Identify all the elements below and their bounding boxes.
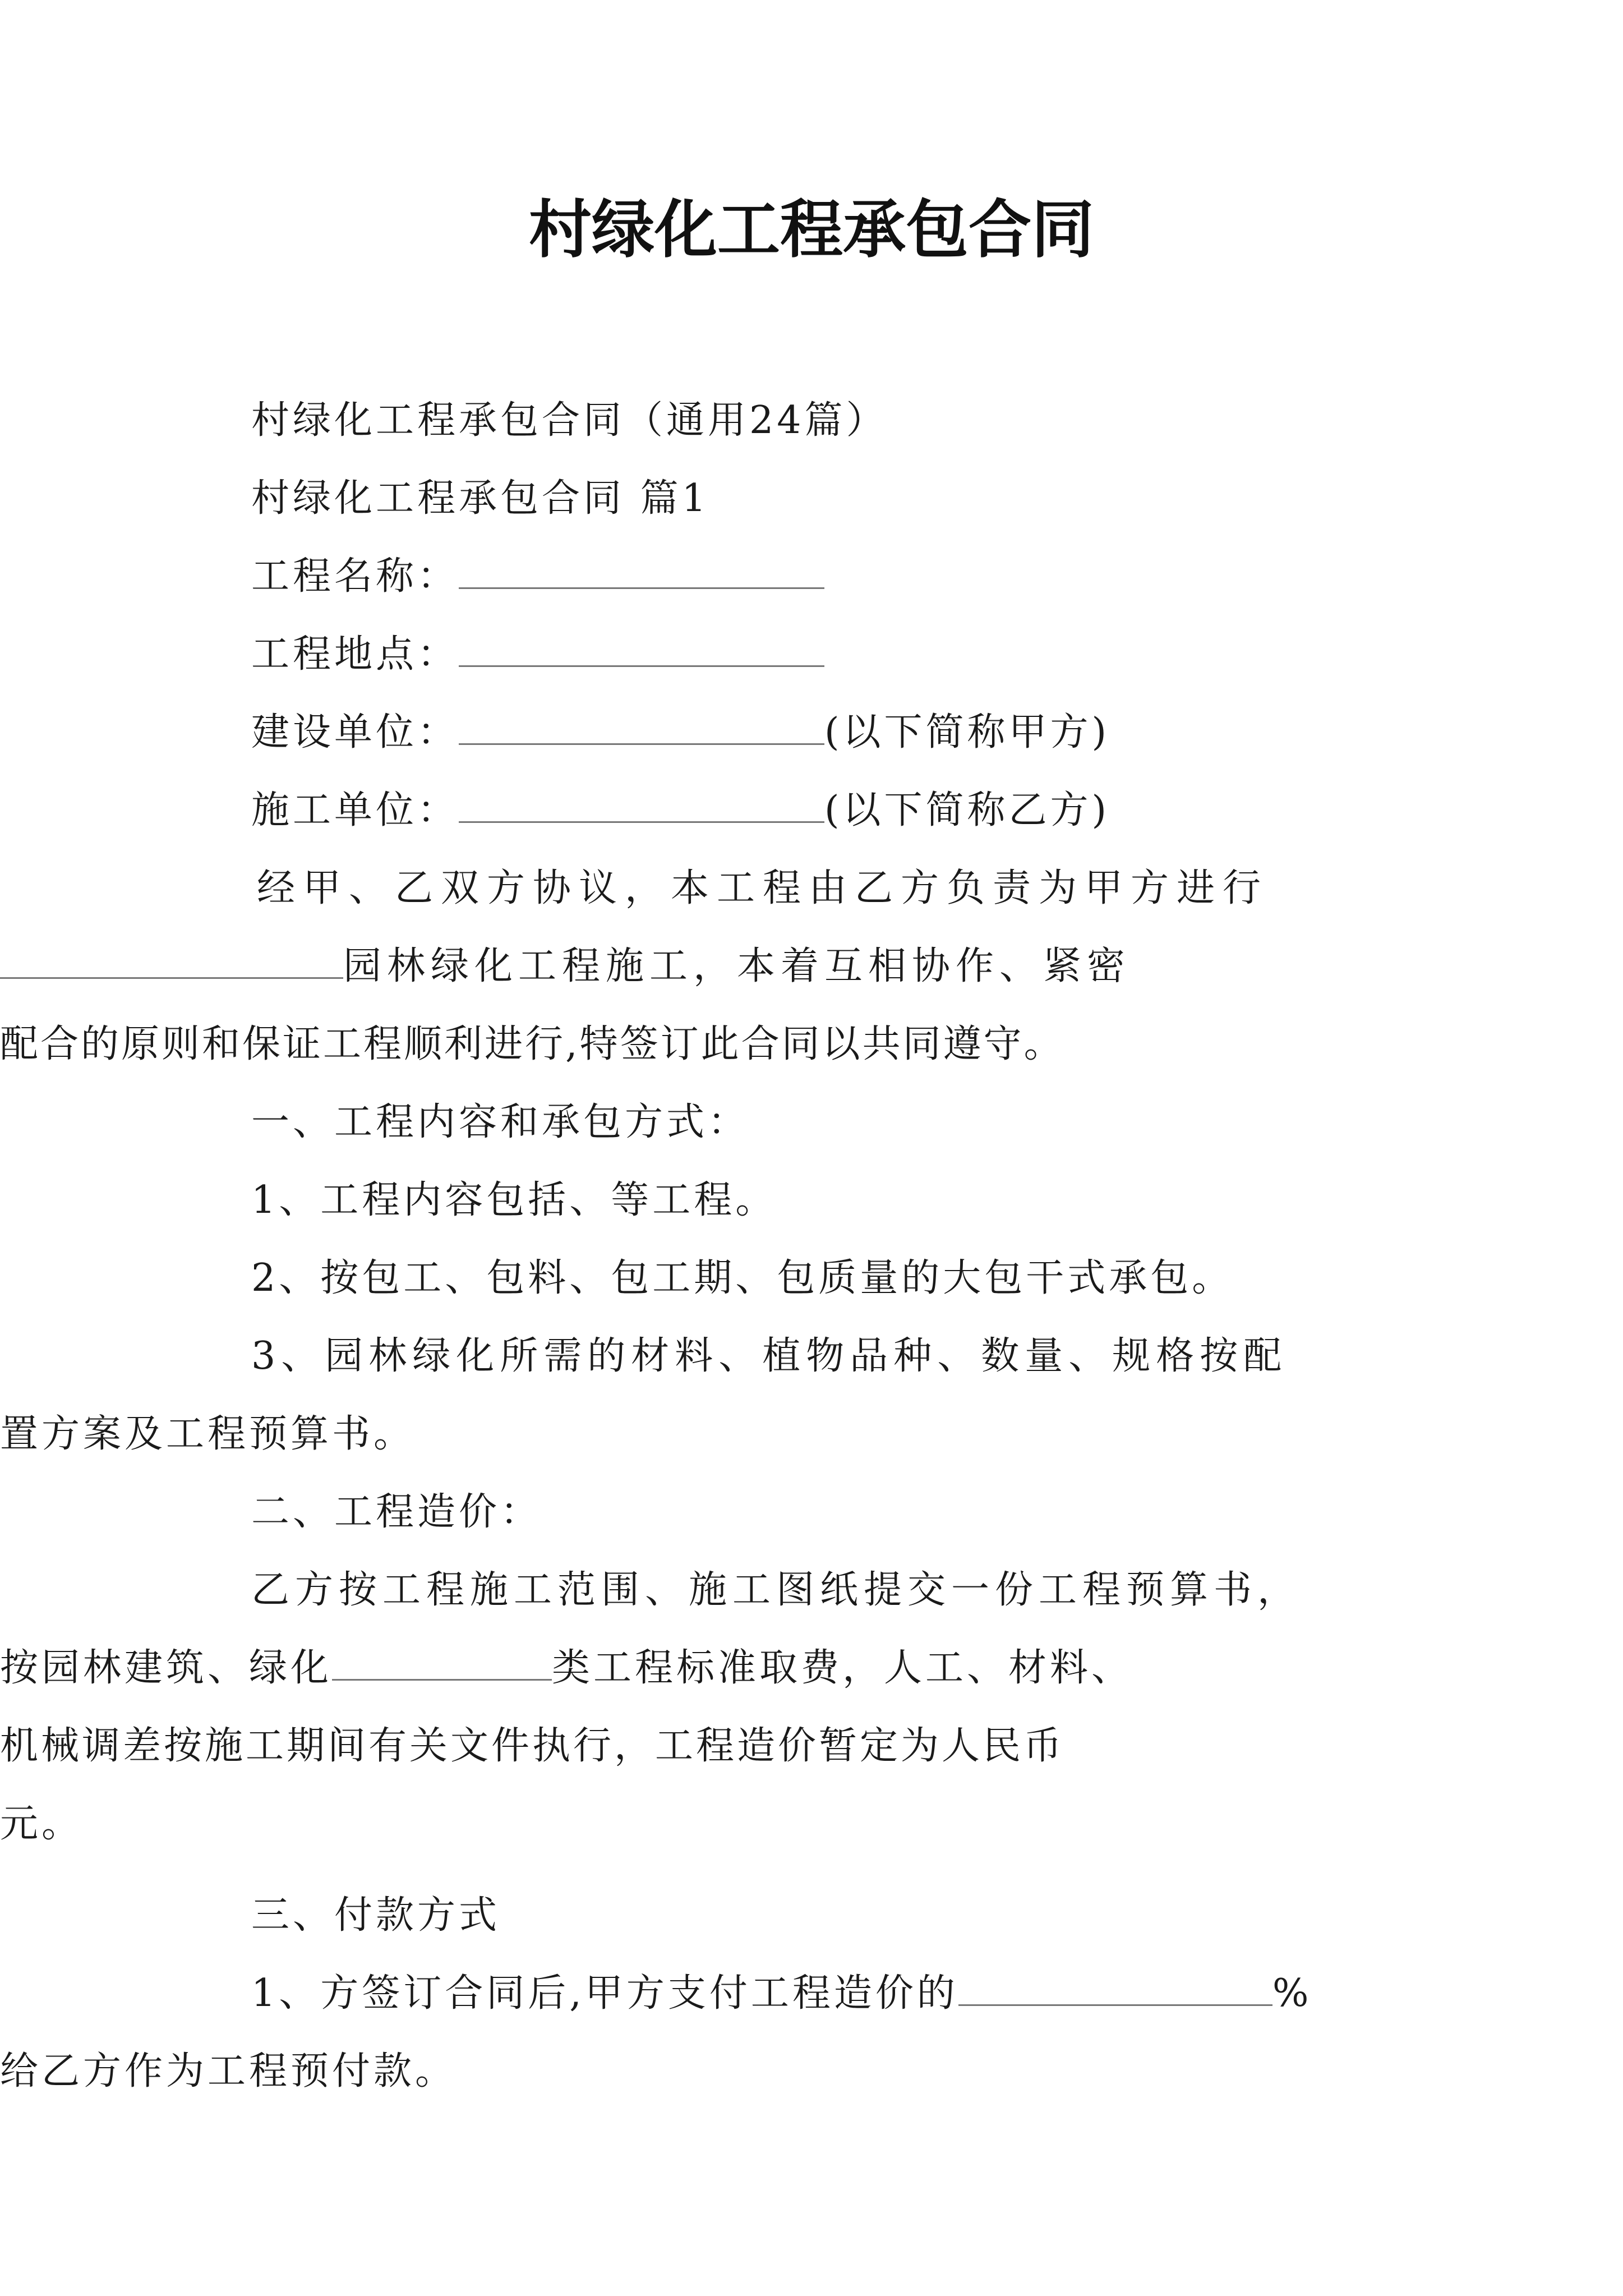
pay-line-2: 给乙方作为工程预付款。 bbox=[0, 2049, 457, 2093]
price-line-2 bbox=[0, 1629, 1384, 1707]
intro-line-3: 配合的原则和保证工程顺利进行,特签订此合同以共同遵守。 bbox=[0, 1022, 1064, 1066]
pay-line-1a: 1、方签订合同后,甲方支付工程造价的 bbox=[251, 1971, 958, 2016]
contractor-label: 施工单位： bbox=[251, 788, 459, 832]
project-location-label: 工程地点： bbox=[251, 632, 459, 677]
item-1-3a: 3、园林绿化所需的材料、植物品种、数量、规格按配 bbox=[251, 1334, 1288, 1378]
spacer bbox=[251, 1863, 1384, 1876]
document-body bbox=[0, 381, 1384, 2110]
fee-class-blank bbox=[332, 1642, 552, 1681]
section-heading: 村绿化工程承包合同 篇1 bbox=[251, 476, 709, 521]
item-1-3b: 置方案及工程预算书。 bbox=[0, 1412, 416, 1456]
client-line bbox=[251, 693, 1384, 771]
item-1-1: 1、工程内容包括、等工程。 bbox=[251, 1178, 777, 1222]
intro-line-2 bbox=[0, 927, 1384, 1005]
price-line-2b: 类工程标准取费，人工、材料、 bbox=[552, 1646, 1133, 1690]
client-blank bbox=[459, 706, 824, 745]
project-name-label: 工程名称： bbox=[251, 554, 459, 599]
pay-line-1 bbox=[251, 1954, 1384, 2032]
work-scope-blank bbox=[0, 940, 343, 979]
price-line-3: 机械调差按施工期间有关文件执行，工程造价暂定为人民币 bbox=[0, 1724, 1065, 1768]
price-line-2a: 按园林建筑、绿化 bbox=[0, 1646, 333, 1690]
heading-price: 二、工程造价： bbox=[251, 1490, 542, 1534]
subtitle: 村绿化工程承包合同（通用24篇） bbox=[251, 398, 888, 443]
contractor-line bbox=[251, 771, 1384, 849]
document-title: 村绿化工程承包合同 bbox=[529, 193, 1094, 266]
contractor-note: (以下简称乙方) bbox=[824, 788, 1110, 832]
intro-line-1: 经甲、乙双方协议，本工程由乙方负责为甲方进行 bbox=[257, 866, 1269, 910]
heading-work-content: 一、工程内容和承包方式： bbox=[251, 1100, 750, 1144]
client-label: 建设单位： bbox=[251, 710, 459, 754]
project-location-line bbox=[251, 615, 1384, 693]
heading-payment: 三、付款方式 bbox=[251, 1893, 501, 1938]
intro-line-2-text: 园林绿化工程施工，本着互相协作、紧密 bbox=[343, 944, 1131, 988]
pay-line-1b: % bbox=[1272, 1971, 1312, 2016]
item-1-2: 2、按包工、包料、包工期、包质量的大包干式承包。 bbox=[251, 1256, 1234, 1300]
client-note: (以下简称甲方) bbox=[824, 710, 1110, 754]
price-line-1: 乙方按工程施工范围、施工图纸提交一份工程预算书， bbox=[251, 1568, 1302, 1612]
project-name-blank bbox=[459, 550, 824, 589]
project-name-line bbox=[251, 537, 1384, 615]
price-line-4: 元。 bbox=[0, 1802, 84, 1846]
project-location-blank bbox=[459, 628, 824, 667]
percent-blank bbox=[958, 1967, 1272, 2006]
contractor-blank bbox=[459, 784, 824, 823]
